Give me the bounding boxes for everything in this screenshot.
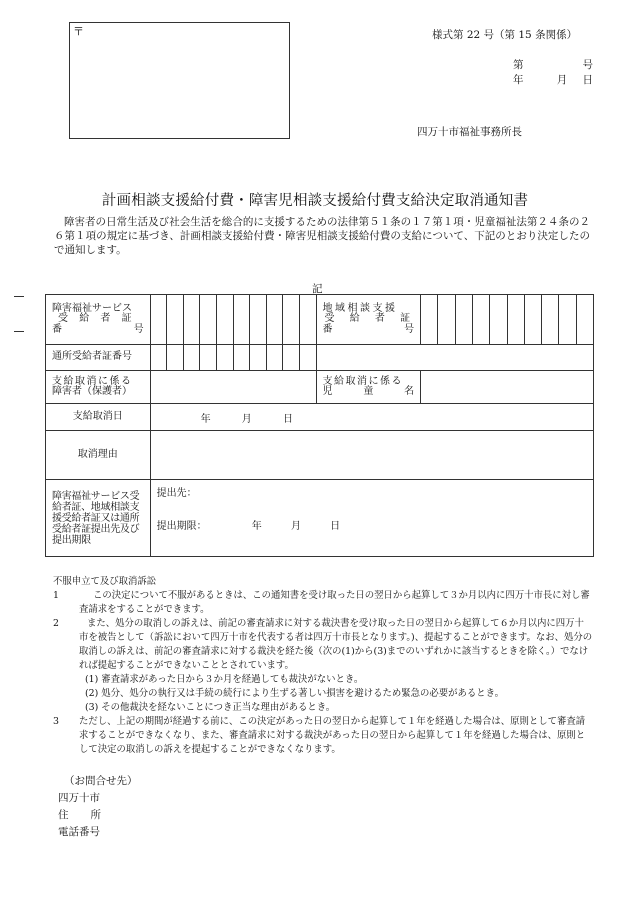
ki-marker: 記 xyxy=(312,283,323,295)
contact-org: 四万十市 xyxy=(58,792,100,804)
digit-cell[interactable] xyxy=(167,295,184,345)
table-row-day-service xyxy=(46,345,594,371)
cancel-date-year: 年 xyxy=(200,413,211,425)
cancel-date-month: 月 xyxy=(241,413,252,425)
digit-cell[interactable] xyxy=(216,295,233,345)
digit-cell[interactable] xyxy=(167,345,184,371)
submission-deadline: 提出期限： xyxy=(156,521,207,532)
digit-cell[interactable] xyxy=(200,295,217,345)
digit-cell[interactable] xyxy=(299,295,316,345)
label-day-service-certificate: 通所受給者証番号 xyxy=(46,345,151,371)
note-item: 1 この決定について不服があるときは、この通知書を受け取った日の翌日から起算して３か月以内に四万十市長に対し審査請求をすることができます。 xyxy=(53,590,590,615)
digit-cell[interactable] xyxy=(507,295,524,345)
label-cancel-reason: 取消理由 xyxy=(46,431,151,480)
note-subitem: (2) 処分、処分の執行又は手続の続行により生ずる著しい損害を避けるため緊急の必要があるとき。 xyxy=(85,688,505,699)
document-title: 計画相談支援給付費・障害児相談支援給付費支給決定取消通知書 xyxy=(101,193,529,209)
form-number: 様式第 22 号（第 15 条関係） xyxy=(432,29,578,41)
digit-cell[interactable] xyxy=(250,295,267,345)
date-year: 年 xyxy=(513,74,524,86)
contact-block xyxy=(58,773,138,841)
cancel-date-day: 日 xyxy=(282,413,293,425)
deadline-month: 月 xyxy=(290,521,301,532)
contact-address: 住 所 xyxy=(58,809,101,821)
deadline-year: 年 xyxy=(251,521,262,532)
cancel-date-field[interactable] xyxy=(150,404,593,431)
digit-cell[interactable] xyxy=(421,295,438,345)
digit-cell[interactable] xyxy=(183,295,200,345)
label-submission: 障害福祉サービス受給者証、地域相談支援受給者証又は通所受給者証提出先及び提出期限 xyxy=(46,480,151,557)
submission-field[interactable] xyxy=(150,480,593,557)
deadline-day: 日 xyxy=(330,521,341,532)
date-day: 日 xyxy=(582,74,593,86)
digit-cell[interactable] xyxy=(542,295,559,345)
label-community-certificate: 地域相談支援 受 給 者 証 番 号 xyxy=(316,295,421,345)
notes-heading: 不服申立て及び取消訴訟 xyxy=(53,576,157,587)
issuer-name: 四万十市福祉事務所長 xyxy=(417,126,522,138)
body-paragraph: 障害者の日常生活及び社会生活を総合的に支援するための法律第５１条の１７第１項・児童福祉法第２４条の２６第１項の規定に基づき、計画相談支援給付費・障害児相談支援給付費の支給について、下記のとおり決定したので通知します。 xyxy=(54,216,590,256)
digit-cell[interactable] xyxy=(576,295,593,345)
contact-heading: （お問合せ先） xyxy=(64,775,138,787)
main-table xyxy=(45,294,594,557)
contact-phone: 電話番号 xyxy=(58,826,100,838)
digit-cell[interactable] xyxy=(283,345,300,371)
digit-cell[interactable] xyxy=(266,345,283,371)
note-subitem: (3) その他裁決を経ないことにつき正当な理由があるとき。 xyxy=(85,702,336,713)
document-number-block xyxy=(513,58,593,88)
digit-cell[interactable] xyxy=(150,345,167,371)
table-row-reason xyxy=(46,431,594,480)
label-child-name: 支給取消に係る 児 童 名 xyxy=(316,371,421,404)
digit-cell[interactable] xyxy=(266,295,283,345)
note-item: 2 また、処分の取消しの訴えは、前記の審査請求に対する裁決書を受け取った日の翌日から起算して６か月以内に四万十市を被告として（訴訟において四万十市を代表する者は四万十市長となります。)、提起することができます。なお、処分の取消しの訴えは、前記の審査請求に対する裁決を経た後（次の(1)から(3)までのいずれかに該当するときを除く。）でなければ提起することができないこととされています。 xyxy=(53,618,593,671)
number-prefix: 第 xyxy=(513,59,524,71)
digit-cell[interactable] xyxy=(559,295,576,345)
digit-cell[interactable] xyxy=(455,295,472,345)
digit-cell[interactable] xyxy=(472,295,489,345)
digit-cell[interactable] xyxy=(233,345,250,371)
digit-cell[interactable] xyxy=(283,295,300,345)
table-row-cancel-date xyxy=(46,404,594,431)
date-month: 月 xyxy=(556,74,568,86)
note-item: 3 ただし、上記の期間が経過する前に、この決定があった日の翌日から起算して１年を経過した場合は、原則として審査請求することができなくなり、また、審査請求に対する裁決があった日の翌日から起算して１年を経過した場合は、原則として決定の取消しの訴えを提起することができなくなります。 xyxy=(53,716,586,755)
digit-cell[interactable] xyxy=(250,345,267,371)
margin-tick-top xyxy=(14,296,24,297)
digit-cell[interactable] xyxy=(524,295,541,345)
margin-tick-bottom xyxy=(14,331,24,332)
table-row-certificate xyxy=(46,295,594,345)
number-suffix: 号 xyxy=(582,59,593,71)
submission-destination: 提出先： xyxy=(156,488,197,499)
note-subitem: (1) 審査請求があった日から３か月を経過しても裁決がないとき。 xyxy=(85,674,364,685)
digit-cell[interactable] xyxy=(183,345,200,371)
person-field[interactable] xyxy=(150,371,316,404)
blank-area xyxy=(316,345,593,371)
digit-cell[interactable] xyxy=(299,345,316,371)
digit-cell[interactable] xyxy=(233,295,250,345)
label-service-certificate: 障害福祉サービス 受 給 者 証 番 号 xyxy=(46,295,151,345)
digit-cell[interactable] xyxy=(438,295,455,345)
child-name-field[interactable] xyxy=(421,371,594,404)
address-box xyxy=(69,22,290,139)
digit-cell[interactable] xyxy=(490,295,507,345)
digit-cell[interactable] xyxy=(200,345,217,371)
cancel-reason-field[interactable] xyxy=(150,431,593,480)
table-row-submission xyxy=(46,480,594,557)
postal-mark: 〒 xyxy=(73,25,84,38)
digit-cell[interactable] xyxy=(216,345,233,371)
label-cancel-date: 支給取消日 xyxy=(46,404,151,431)
table-row-person xyxy=(46,371,594,404)
appeal-notes xyxy=(53,575,593,757)
label-person: 支給取消に係る 障害者（保護者） xyxy=(46,371,151,404)
digit-cell[interactable] xyxy=(150,295,167,345)
